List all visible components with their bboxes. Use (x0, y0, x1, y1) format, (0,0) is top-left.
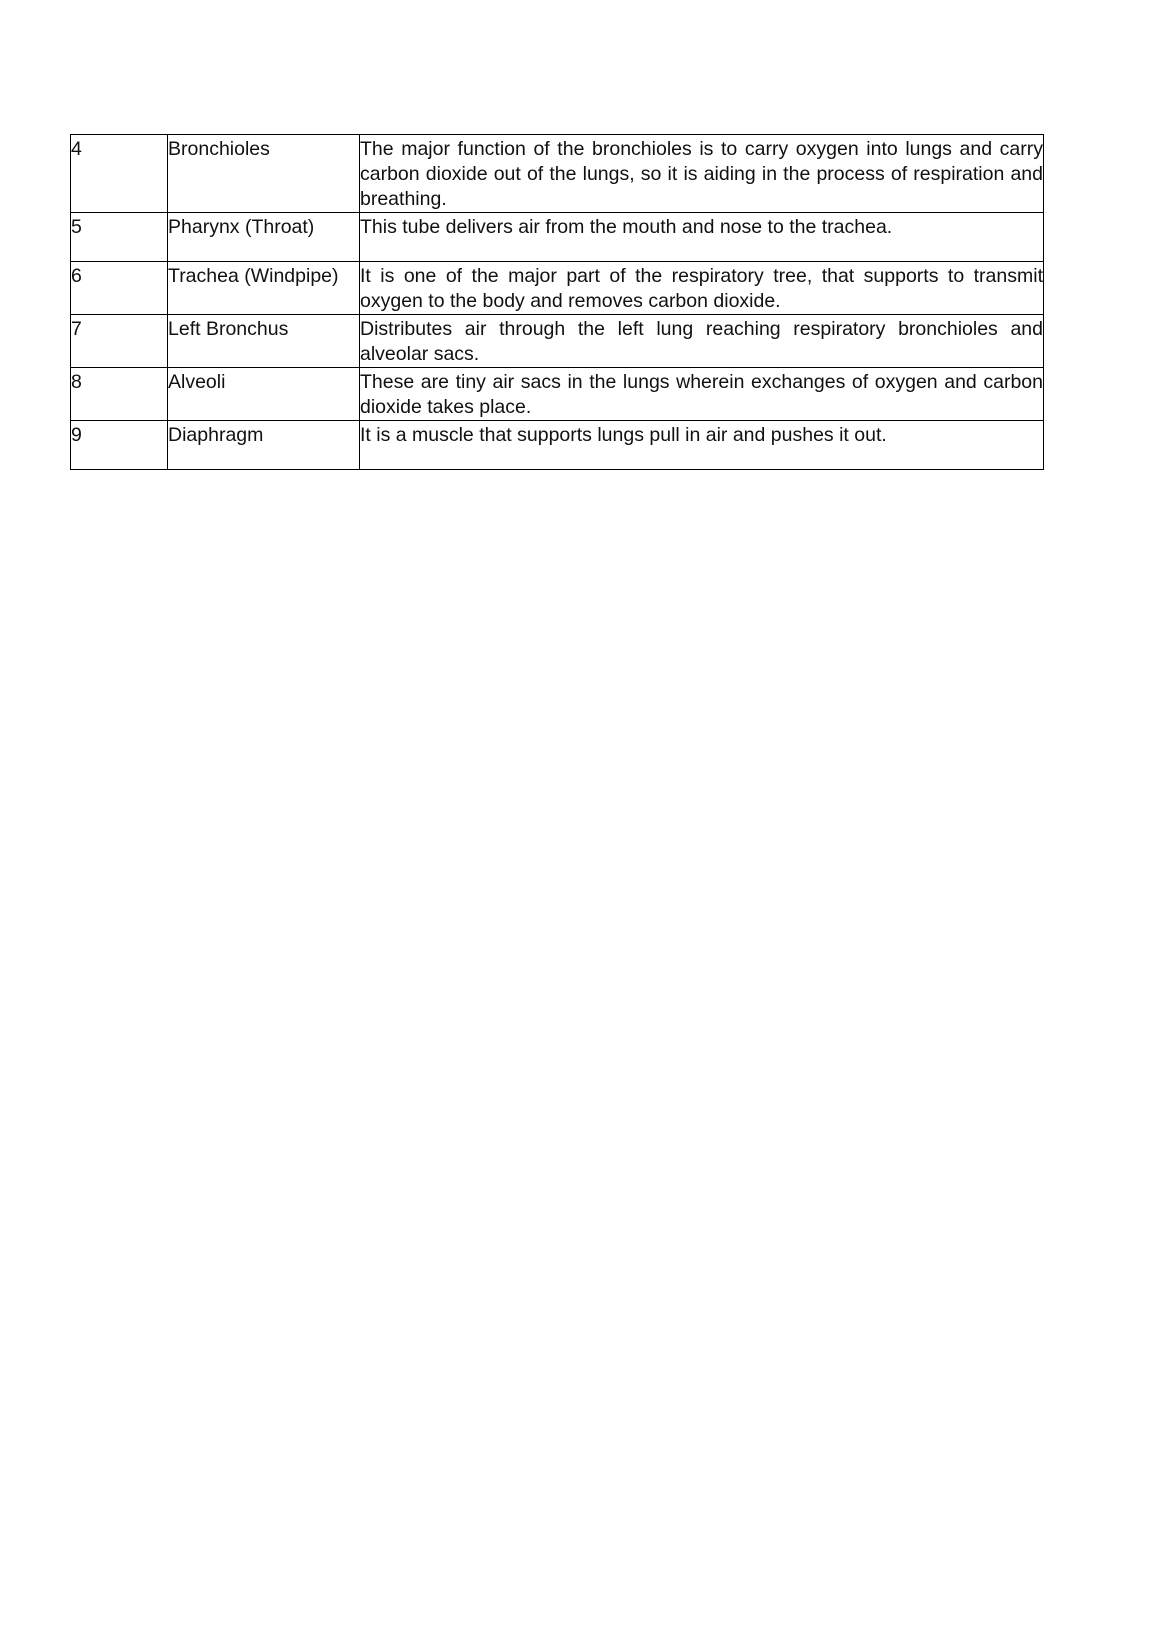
part-description: This tube delivers air from the mouth and nose to the trachea. (360, 213, 1044, 262)
row-number (71, 135, 168, 213)
part-description: The major function of the bronchioles is to carry oxygen into lungs and carry carbon dioxide out of the lungs, so it is aiding in the process of respiration and breathing. (360, 135, 1044, 213)
table-row (71, 213, 1044, 262)
part-name-text: Pharynx (Throat) (168, 216, 315, 238)
row-number-text: 6 (71, 265, 82, 287)
row-number (71, 315, 168, 368)
table-row (71, 421, 1044, 470)
part-name (168, 262, 360, 315)
row-number-text: 8 (71, 371, 82, 393)
part-description: It is one of the major part of the respiratory tree, that supports to transmit oxygen to the body and removes carbon dioxide. (360, 262, 1044, 315)
row-number (71, 368, 168, 421)
table-row (71, 315, 1044, 368)
row-number (71, 213, 168, 262)
row-number-text: 9 (71, 424, 82, 446)
part-name (168, 213, 360, 262)
row-number-text: 4 (71, 138, 82, 160)
part-description: These are tiny air sacs in the lungs wherein exchanges of oxygen and carbon dioxide takes place. (360, 368, 1044, 421)
table-row (71, 262, 1044, 315)
part-name (168, 421, 360, 470)
part-name-text: Alveoli (168, 371, 226, 393)
part-name (168, 368, 360, 421)
part-name (168, 315, 360, 368)
table-row (71, 135, 1044, 213)
respiratory-parts-table (70, 134, 1044, 470)
row-number-text: 7 (71, 318, 82, 340)
part-description: It is a muscle that supports lungs pull in air and pushes it out. (360, 421, 1044, 470)
part-name (168, 135, 360, 213)
row-number-text: 5 (71, 216, 82, 238)
part-name-text: Bronchioles (168, 138, 270, 160)
part-name-text: Trachea (Windpipe) (168, 265, 339, 287)
part-name-text: Diaphragm (168, 424, 264, 446)
row-number (71, 262, 168, 315)
part-name-text: Left Bronchus (168, 318, 289, 340)
table-row (71, 368, 1044, 421)
part-description: Distributes air through the left lung reaching respiratory bronchioles and alveolar sacs. (360, 315, 1044, 368)
row-number (71, 421, 168, 470)
